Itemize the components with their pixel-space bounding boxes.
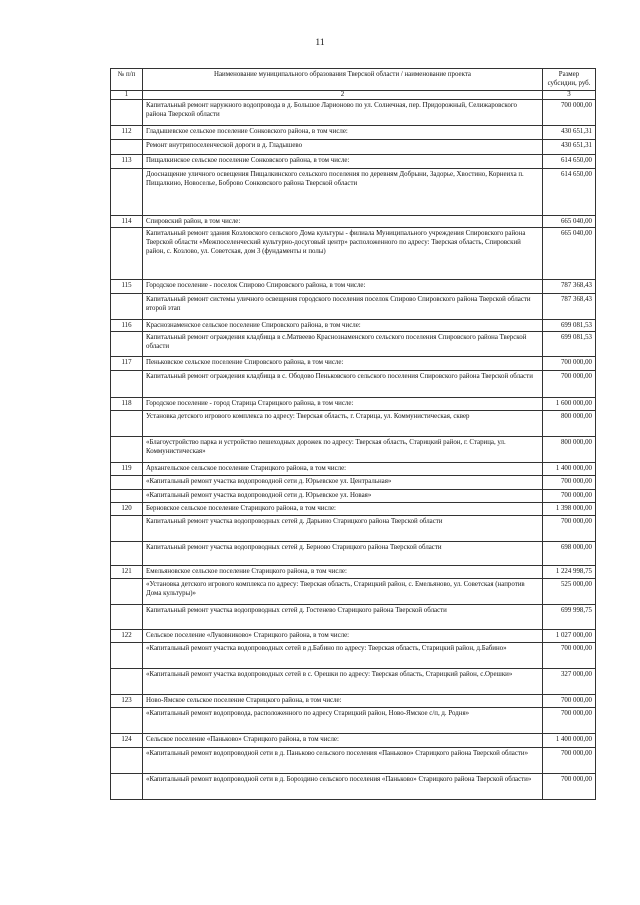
row-number: 120	[111, 503, 143, 516]
table-row	[111, 126, 596, 140]
row-name: «Капитальный ремонт участка водопроводных сетей в д.Бабино по адресу: Тверская область, Старицкий район, д.Бабино»	[143, 643, 543, 669]
row-name: Капитальный ремонт участка водопроводных сетей д. Гостенево Старицкого района Тверской области	[143, 605, 543, 630]
row-number	[111, 669, 143, 695]
row-name: Городское поселение - город Старица Старицкого района, в том числе:	[143, 398, 543, 411]
row-number	[111, 100, 143, 126]
row-amount: 698 000,00	[543, 542, 596, 566]
header-name: Наименование муниципального образования Тверской области / наименование проекта	[143, 69, 543, 91]
row-number: 118	[111, 398, 143, 411]
row-number: 112	[111, 126, 143, 140]
row-amount: 327 000,00	[543, 669, 596, 695]
row-name: Архангельское сельское поселение Старицкого района, в том числе:	[143, 463, 543, 476]
row-name: Капитальный ремонт участка водопроводных сетей д. Берново Старицкого района Тверской области	[143, 542, 543, 566]
row-name: Капитальный ремонт наружного водопровода в д. Большое Ларионово по ул. Солнечная, пер. Придорожный, Селижаровского района Тверской области	[143, 100, 543, 126]
table-row	[111, 294, 596, 320]
row-amount: 614 650,00	[543, 155, 596, 169]
row-name: «Капитальный ремонт участка водопроводной сети д. Юрьевское ул. Центральная»	[143, 476, 543, 490]
row-number: 121	[111, 566, 143, 579]
row-number	[111, 476, 143, 490]
row-amount: 1 224 998,75	[543, 566, 596, 579]
column-index-row	[111, 91, 596, 100]
row-amount: 800 000,00	[543, 437, 596, 463]
row-name: Сельское поселение «Паньково» Старицкого района, в том числе:	[143, 734, 543, 748]
row-name: Пеньковское сельское поселение Спировского района, в том числе:	[143, 357, 543, 371]
row-amount: 700 000,00	[543, 695, 596, 708]
table-row	[111, 437, 596, 463]
table-row	[111, 643, 596, 669]
row-number: 113	[111, 155, 143, 169]
table-row	[111, 708, 596, 734]
row-amount: 700 000,00	[543, 516, 596, 542]
row-amount: 430 651,31	[543, 140, 596, 155]
table-row	[111, 216, 596, 228]
row-amount: 700 000,00	[543, 643, 596, 669]
table-row	[111, 100, 596, 126]
subsidy-table	[110, 68, 596, 800]
row-number: 117	[111, 357, 143, 371]
table-row	[111, 463, 596, 476]
row-amount: 1 027 000,00	[543, 630, 596, 643]
row-number	[111, 332, 143, 357]
row-amount: 1 400 000,00	[543, 734, 596, 748]
row-amount: 700 000,00	[543, 748, 596, 774]
row-number: 122	[111, 630, 143, 643]
row-name: «Капитальный ремонт участка водопроводных сетей в с. Орешки по адресу: Тверская область, Старицкий район, с.Орешки»	[143, 669, 543, 695]
row-name: Установка детского игрового комплекса по адресу: Тверская область, г. Старица, ул. Коммунистическая, сквер	[143, 411, 543, 437]
row-number	[111, 169, 143, 216]
table-row	[111, 490, 596, 503]
table-row	[111, 748, 596, 774]
table-row	[111, 630, 596, 643]
row-number	[111, 411, 143, 437]
table-row	[111, 169, 596, 216]
table-row	[111, 332, 596, 357]
row-amount: 430 651,31	[543, 126, 596, 140]
column-index: 2	[143, 91, 543, 100]
table-row	[111, 734, 596, 748]
row-amount: 1 398 000,00	[543, 503, 596, 516]
row-amount: 787 368,43	[543, 280, 596, 294]
row-amount: 699 081,53	[543, 320, 596, 332]
row-name: Капитальный ремонт ограждения кладбища в с.Матвеево Краснознаменского сельского поселения Спировского района Тверской области	[143, 332, 543, 357]
table-row	[111, 140, 596, 155]
row-name: Берновское сельское поселение Старицкого района, в том числе:	[143, 503, 543, 516]
row-number	[111, 228, 143, 280]
row-name: Городское поселение - поселок Спирово Спировского района, в том числе:	[143, 280, 543, 294]
row-amount: 700 000,00	[543, 476, 596, 490]
row-number	[111, 643, 143, 669]
table-header-row	[111, 69, 596, 91]
row-amount: 700 000,00	[543, 371, 596, 398]
row-name: Гладышевское сельское поселение Сонковского района, в том числе:	[143, 126, 543, 140]
row-name: Капитальный ремонт ограждения кладбища в с. Ободово Пеньковского сельского поселения Спировского района Тверской области	[143, 371, 543, 398]
table-row	[111, 542, 596, 566]
row-number: 116	[111, 320, 143, 332]
row-number: 124	[111, 734, 143, 748]
table-row	[111, 155, 596, 169]
row-name: Ново-Ямское сельское поселение Старицкого района, в том числе:	[143, 695, 543, 708]
table-row	[111, 357, 596, 371]
table-row	[111, 605, 596, 630]
table-body	[111, 91, 596, 800]
table-row	[111, 476, 596, 490]
row-number	[111, 516, 143, 542]
row-amount: 699 081,53	[543, 332, 596, 357]
row-number	[111, 605, 143, 630]
row-number	[111, 371, 143, 398]
row-amount: 665 040,00	[543, 216, 596, 228]
row-amount: 787 368,43	[543, 294, 596, 320]
table-row	[111, 398, 596, 411]
table-row	[111, 228, 596, 280]
column-index: 3	[543, 91, 596, 100]
row-amount: 699 998,75	[543, 605, 596, 630]
row-amount: 700 000,00	[543, 357, 596, 371]
row-name: Краснознаменское сельское поселение Спировского района, в том числе:	[143, 320, 543, 332]
header-number: № п/п	[111, 69, 143, 91]
row-number	[111, 294, 143, 320]
table-row	[111, 503, 596, 516]
row-name: Сельское поселение «Луковниково» Старицкого района, в том числе:	[143, 630, 543, 643]
row-name: Капитальный ремонт участка водопроводных сетей д. Дарьино Старицкого района Тверской области	[143, 516, 543, 542]
row-name: «Капитальный ремонт водопроводной сети в д. Паньково сельского поселения «Паньково» Старицкого района Тверской области»	[143, 748, 543, 774]
table-row	[111, 669, 596, 695]
table-row	[111, 280, 596, 294]
row-amount: 800 000,00	[543, 411, 596, 437]
header-amount: Размер субсидии, руб.	[543, 69, 596, 91]
row-name: Спировский район, в том числе:	[143, 216, 543, 228]
row-amount: 700 000,00	[543, 100, 596, 126]
row-name: «Благоустройство парка и устройство пешеходных дорожек по адресу: Тверская область, Старицкий район, г. Старица, ул. Коммунистическая»	[143, 437, 543, 463]
row-name: Пищалкинское сельское поселение Сонковского района, в том числе:	[143, 155, 543, 169]
table-row	[111, 371, 596, 398]
row-amount: 614 650,00	[543, 169, 596, 216]
table-row	[111, 320, 596, 332]
table-row	[111, 411, 596, 437]
row-amount: 525 000,00	[543, 579, 596, 605]
row-name: «Капитальный ремонт водопроводной сети в д. Бороздино сельского поселения «Паньково» Старицкого района Тверской области»	[143, 774, 543, 800]
row-name: Дооснащение уличного освещения Пищалкинского сельского поселения по деревням Добрыни, Задорье, Хвостино, Корнеиха п. Пищалкино, Новоселье, Боброво Сонковского района Тверской области	[143, 169, 543, 216]
row-number	[111, 437, 143, 463]
table-row	[111, 774, 596, 800]
row-number	[111, 140, 143, 155]
table-row	[111, 579, 596, 605]
table-row	[111, 516, 596, 542]
row-name: «Капитальный ремонт водопровода, расположенного по адресу Старицкий район, Ново-Ямское с/п, д. Родня»	[143, 708, 543, 734]
table-row	[111, 695, 596, 708]
page-number: 11	[315, 38, 325, 48]
row-amount: 1 600 000,00	[543, 398, 596, 411]
row-amount: 665 040,00	[543, 228, 596, 280]
row-number	[111, 748, 143, 774]
row-number: 123	[111, 695, 143, 708]
row-number	[111, 579, 143, 605]
row-name: Емельяновское сельское поселение Старицкого района, в том числе:	[143, 566, 543, 579]
row-number	[111, 542, 143, 566]
row-number: 119	[111, 463, 143, 476]
row-name: Ремонт внутрипоселенческой дороги в д. Гладышево	[143, 140, 543, 155]
row-name: Капитальный ремонт здания Козловского сельского Дома культуры - филиала Муниципального учреждения Спировского района Тверской области «Межпоселенческий культурно-досуговый центр» расположенного по адресу: Тверская область, Спировский район, с. Козлово, ул. Советская, дом 3 (фундаменты и полы)	[143, 228, 543, 280]
row-amount: 700 000,00	[543, 774, 596, 800]
row-name: «Капитальный ремонт участка водопроводной сети д. Юрьевское ул. Новая»	[143, 490, 543, 503]
row-amount: 700 000,00	[543, 490, 596, 503]
row-number: 115	[111, 280, 143, 294]
row-amount: 700 000,00	[543, 708, 596, 734]
row-amount: 1 400 000,00	[543, 463, 596, 476]
column-index: 1	[111, 91, 143, 100]
row-name: Капитальный ремонт системы уличного освещения городского поселения поселок Спирово Спировского района Тверской области второй этап	[143, 294, 543, 320]
row-number	[111, 708, 143, 734]
row-number	[111, 490, 143, 503]
row-number	[111, 774, 143, 800]
row-number: 114	[111, 216, 143, 228]
table-row	[111, 566, 596, 579]
row-name: «Установка детского игрового комплекса по адресу: Тверская область, Старицкий район, с. Емельяново, ул. Советская (напротив Дома культуры)»	[143, 579, 543, 605]
